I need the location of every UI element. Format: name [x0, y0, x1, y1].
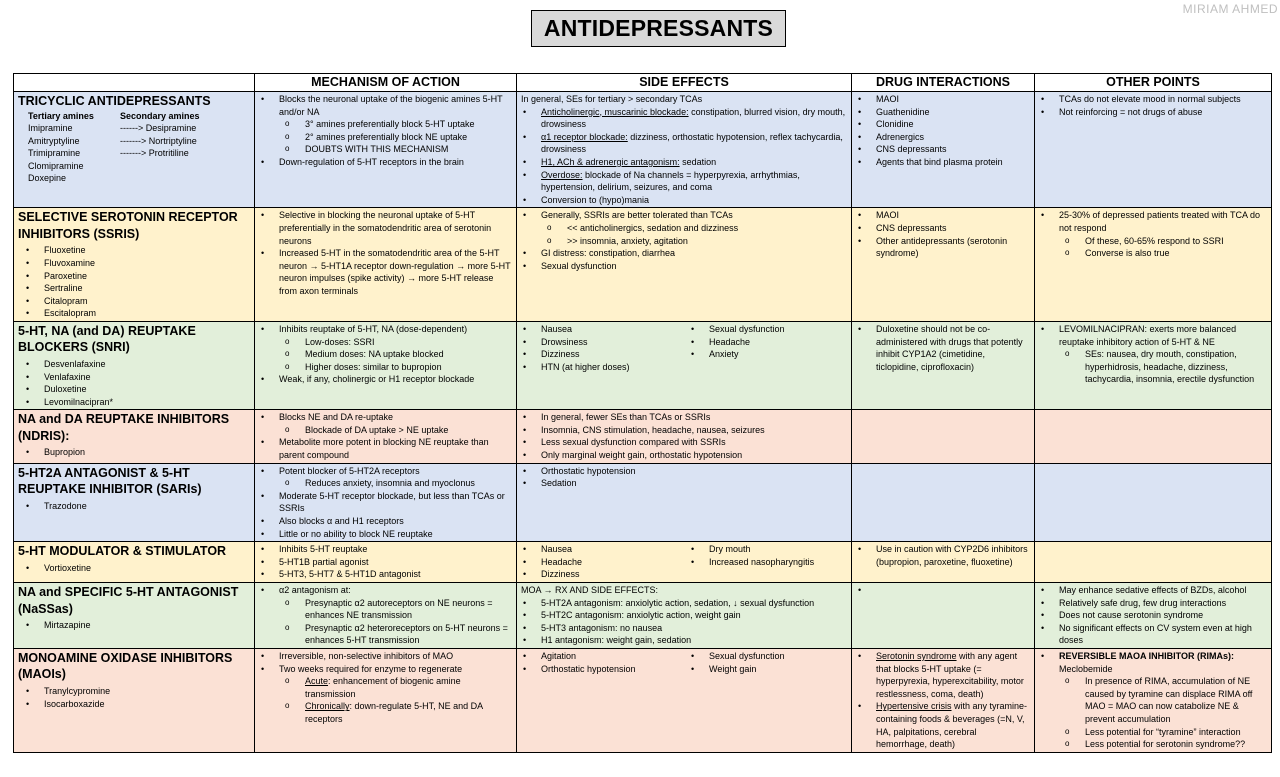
- drug-item: • Paroxetine: [44, 270, 250, 283]
- se-point: • Sexual dysfunction: [709, 650, 847, 663]
- se-point: • Conversion to (hypo)mania: [541, 194, 847, 207]
- moa-subpoint: o Acute: enhancement of biogenic amine transmission: [305, 675, 512, 700]
- class-name: 5-HT2A ANTAGONIST & 5-HT REUPTAKE INHIBITOR (SARIs): [18, 465, 202, 497]
- ssri-other-cell: [1035, 208, 1272, 322]
- moa-point: • α2 antagonism at: o Presynaptic α2 autoreceptors on NE neurons = enhances NE transmission o Presynaptic α2 heteroreceptors on 5-HT neurons = enhances 5-HT transmission: [279, 584, 512, 647]
- moa-point: • Inhibits reuptake of 5-HT, NA (dose-dependent) o Low-doses: SSRI o Medium doses: NA uptake blocked o Higher doses: similar to bupropion: [279, 323, 512, 373]
- se-point: • Nausea: [541, 543, 689, 556]
- moa-point: • Inhibits 5-HT reuptake: [279, 543, 512, 556]
- snri-class-cell: [14, 321, 255, 409]
- moa-point: • Increased 5-HT in the somatodendritic area of the 5-HT neuron → 5-HT1A receptor down-regulation → more 5-HT neuron impulses (spike activity) → more 5-HT release from axon terminals: [279, 247, 512, 297]
- page-title: ANTIDEPRESSANTS: [531, 10, 786, 47]
- other-point: • Not reinforcing = not drugs of abuse: [1059, 106, 1267, 119]
- interaction-item: • Adrenergics: [876, 131, 1030, 144]
- header-other: OTHER POINTS: [1035, 74, 1272, 92]
- tertiary-drug: Doxepine: [28, 173, 67, 184]
- se-intro: MOA → RX AND SIDE EFFECTS:: [521, 585, 659, 595]
- moa-subpoint: o Chronically: down-regulate 5-HT, NE and DA receptors: [305, 700, 512, 725]
- moa-point: • Also blocks α and H1 receptors: [279, 515, 512, 528]
- other-point: • LEVOMILNACIPRAN: exerts more balanced reuptake inhibitory action of 5-HT & NE o SEs: nausea, dry mouth, constipation, hyperhidrosis, headache, dizziness, tachycardia, insomnia, erectile dysfunction: [1059, 323, 1267, 386]
- drug-item: • Levomilnacipran*: [44, 396, 250, 409]
- se-point: • Nausea: [541, 323, 689, 336]
- modulator-se-cell: [517, 542, 852, 583]
- se-point: • Overdose: blockade of Na channels = hyperpyrexia, arrhythmias, hypertension, delirium, seizures, and coma: [541, 169, 847, 194]
- header-blank: [14, 74, 255, 92]
- drug-item: • Mirtazapine: [44, 619, 250, 632]
- tertiary-drug: Trimipramine: [28, 148, 81, 159]
- row-snri: [14, 321, 1272, 409]
- nassa-other-cell: [1035, 583, 1272, 649]
- se-point: • Agitation: [541, 650, 689, 663]
- drug-item: • Vortioxetine: [44, 562, 250, 575]
- other-point: • REVERSIBLE MAOA INHIBITOR (RIMAs): Meclobemide o In presence of RIMA, accumulation of NE caused by tyramine can displace RIMA off MAO = MAO can now catabolize NE & prevent accumulation o Less potential for “tyramine” interaction o Less potential for serotonin syndrome??: [1059, 650, 1267, 751]
- moa-point: • Selective in blocking the neuronal uptake of 5-HT preferentially in the somatodendritic area of serotonin neurons: [279, 209, 512, 247]
- other-subpoint: o Less potential for serotonin syndrome??: [1085, 738, 1267, 751]
- drug-item: • Fluoxetine: [44, 244, 250, 257]
- se-point: • Weight gain: [709, 663, 847, 676]
- nassa-se-cell: [517, 583, 852, 649]
- maoi-other-cell: [1035, 648, 1272, 752]
- ssri-se-cell: [517, 208, 852, 322]
- header-interactions: DRUG INTERACTIONS: [852, 74, 1035, 92]
- se-point: • Anticholinergic, muscarinic blockade: constipation, blurred vision, dry mouth, drowsiness: [541, 106, 847, 131]
- header-mechanism: MECHANISM OF ACTION: [255, 74, 517, 92]
- moa-subpoint: o 2° amines preferentially block NE uptake: [305, 131, 512, 144]
- tertiary-heading: Tertiary amines: [28, 110, 94, 121]
- secondary-drug: -------> Nortriptyline: [120, 135, 197, 146]
- other-point: • Does not cause serotonin syndrome: [1059, 609, 1267, 622]
- modulator-other-cell: [1035, 542, 1272, 583]
- ndri-interactions-cell: [852, 410, 1035, 463]
- tertiary-drug: Clomipramine: [28, 160, 84, 171]
- nassa-class-cell: [14, 583, 255, 649]
- moa-subpoint: o DOUBTS WITH THIS MECHANISM: [305, 143, 512, 156]
- tca-se-cell: [517, 92, 852, 208]
- interaction-item: • CNS depressants: [876, 222, 1030, 235]
- other-subpoint: o SEs: nausea, dry mouth, constipation, hyperhidrosis, headache, dizziness, tachycardia, insomnia, erectile dysfunction: [1085, 348, 1267, 386]
- other-point: • No significant effects on CV system even at high doses: [1059, 622, 1267, 647]
- moa-subpoint: o Low-doses: SSRI: [305, 336, 512, 349]
- maoi-moa-cell: [255, 648, 517, 752]
- drug-item: • Escitalopram: [44, 307, 250, 320]
- se-intro: In general, SEs for tertiary > secondary TCAs: [521, 94, 703, 104]
- nassa-moa-cell: [255, 583, 517, 649]
- se-point: • Anxiety: [709, 348, 847, 361]
- modulator-moa-cell: [255, 542, 517, 583]
- se-point: • In general, fewer SEs than TCAs or SSRIs: [541, 411, 847, 424]
- interaction-item: • Hypertensive crisis with any tyramine-containing foods & beverages (=N, V, HA, palpitations, cerebral hemorrhage, death): [876, 700, 1030, 750]
- moa-subpoint: o Higher doses: similar to bupropion: [305, 361, 512, 374]
- se-point: • Only marginal weight gain, orthostatic hypotension: [541, 449, 847, 462]
- se-point: • Generally, SSRIs are better tolerated than TCAs o << anticholinergics, sedation and dizziness o >> insomnia, anxiety, agitation: [541, 209, 847, 247]
- interaction-item: • Agents that bind plasma protein: [876, 156, 1030, 169]
- se-point: • Increased nasopharyngitis: [709, 556, 847, 569]
- ssri-interactions-cell: [852, 208, 1035, 322]
- moa-point: • Potent blocker of 5-HT2A receptors o Reduces anxiety, insomnia and myoclonus: [279, 465, 512, 490]
- maoi-se-cell: [517, 648, 852, 752]
- modulator-interactions-cell: [852, 542, 1035, 583]
- interaction-item: • CNS depressants: [876, 143, 1030, 156]
- sari-moa-cell: [255, 463, 517, 542]
- drug-item: • Citalopram: [44, 295, 250, 308]
- header-side-effects: SIDE EFFECTS: [517, 74, 852, 92]
- ndri-class-cell: [14, 410, 255, 463]
- se-point: • Sexual dysfunction: [709, 323, 847, 336]
- class-name: NA and DA REUPTAKE INHIBITORS (NDRIS):: [18, 412, 230, 443]
- moa-point: • Blocks NE and DA re-uptake o Blockade of DA uptake > NE uptake: [279, 411, 512, 436]
- sari-class-cell: [14, 463, 255, 542]
- se-point: • Dizziness: [541, 348, 689, 361]
- drug-item: • Desvenlafaxine: [44, 358, 250, 371]
- ssri-class-cell: [14, 208, 255, 322]
- se-point: • Less sexual dysfunction compared with SSRIs: [541, 436, 847, 449]
- se-point: • GI distress: constipation, diarrhea: [541, 247, 847, 260]
- secondary-drug: [120, 172, 250, 185]
- other-subpoint: o Of these, 60-65% respond to SSRI: [1085, 235, 1267, 248]
- ndri-other-cell: [1035, 410, 1272, 463]
- moa-point: • Down-regulation of 5-HT receptors in the brain: [279, 156, 512, 169]
- nassa-interactions-cell: [852, 583, 1035, 649]
- header-row: [14, 74, 1272, 92]
- tertiary-drug: Imipramine: [28, 123, 73, 134]
- moa-point: • Weak, if any, cholinergic or H1 receptor blockade: [279, 373, 512, 386]
- tca-moa-cell: [255, 92, 517, 208]
- moa-point: • Moderate 5-HT receptor blockade, but less than TCAs or SSRIs: [279, 490, 512, 515]
- ssri-moa-cell: [255, 208, 517, 322]
- se-point: • Orthostatic hypotension: [541, 465, 847, 478]
- other-point: • TCAs do not elevate mood in normal subjects: [1059, 93, 1267, 106]
- drug-item: • Sertraline: [44, 282, 250, 295]
- se-point: • Orthostatic hypotension: [541, 663, 689, 676]
- moa-subpoint: o Presynaptic α2 autoreceptors on NE neurons = enhances NE transmission: [305, 597, 512, 622]
- se-point: • Headache: [541, 556, 689, 569]
- se-point: • HTN (at higher doses): [541, 361, 689, 374]
- row-tca: [14, 92, 1272, 208]
- row-maoi: [14, 648, 1272, 752]
- row-nassa: [14, 583, 1272, 649]
- snri-other-cell: [1035, 321, 1272, 409]
- se-subpoint: o >> insomnia, anxiety, agitation: [567, 235, 847, 248]
- secondary-heading: Secondary amines: [120, 110, 200, 121]
- interaction-item: • Guathenidine: [876, 106, 1030, 119]
- row-ssri: [14, 208, 1272, 322]
- other-subpoint: o In presence of RIMA, accumulation of NE caused by tyramine can displace RIMA off MAO = MAO can now catabolize NE & prevent accumulation: [1085, 675, 1267, 725]
- se-point: • Drowsiness: [541, 336, 689, 349]
- row-sari: [14, 463, 1272, 542]
- se-point: • Dizziness: [541, 568, 689, 581]
- snri-se-cell: [517, 321, 852, 409]
- se-point: • Sedation: [541, 477, 847, 490]
- drug-item: • Bupropion: [44, 446, 250, 459]
- drug-item: • Fluvoxamine: [44, 257, 250, 270]
- moa-point: • Blocks the neuronal uptake of the biogenic amines 5-HT and/or NA o 3° amines preferentially block 5-HT uptake o 2° amines preferentially block NE uptake o DOUBTS WITH THIS MECHANISM: [279, 93, 512, 156]
- interaction-item: • Use in caution with CYP2D6 inhibitors (bupropion, paroxetine, fluoxetine): [876, 543, 1030, 568]
- moa-point: • Little or no ability to block NE reuptake: [279, 528, 512, 541]
- other-subpoint: o Less potential for “tyramine” interaction: [1085, 726, 1267, 739]
- interaction-item: • MAOI: [876, 209, 1030, 222]
- ndri-moa-cell: [255, 410, 517, 463]
- author-credit: MIRIAM AHMED: [1182, 2, 1278, 16]
- snri-moa-cell: [255, 321, 517, 409]
- drug-item: • Tranylcypromine: [44, 685, 250, 698]
- se-point: • Insomnia, CNS stimulation, headache, nausea, seizures: [541, 424, 847, 437]
- tca-drug-grid: [18, 110, 250, 186]
- class-name: 5-HT, NA (and DA) REUPTAKE BLOCKERS (SNRI): [18, 323, 196, 355]
- sari-interactions-cell: [852, 463, 1035, 542]
- secondary-drug: [120, 160, 250, 173]
- other-point: • 25-30% of depressed patients treated with TCA do not respond o Of these, 60-65% respond to SSRI o Converse is also true: [1059, 209, 1267, 259]
- se-point: • 5-HT3 antagonism: no nausea: [541, 622, 847, 635]
- se-point: • H1, ACh & adrenergic antagonism: sedation: [541, 156, 847, 169]
- moa-point: • Two weeks required for enzyme to regenerate o Acute: enhancement of biogenic amine transmission o Chronically: down-regulate 5-HT, NE and DA receptors: [279, 663, 512, 726]
- secondary-drug: ------> Desipramine: [120, 123, 197, 134]
- interaction-item: • Other antidepressants (serotonin syndrome): [876, 235, 1030, 260]
- secondary-drug: -------> Protritiline: [120, 148, 189, 159]
- moa-subpoint: o Blockade of DA uptake > NE uptake: [305, 424, 512, 437]
- sari-se-cell: [517, 463, 852, 542]
- row-modulator: [14, 542, 1272, 583]
- drug-item: • Venlafaxine: [44, 371, 250, 384]
- ndri-se-cell: [517, 410, 852, 463]
- se-point: • H1 antagonism: weight gain, sedation: [541, 634, 847, 647]
- sari-other-cell: [1035, 463, 1272, 542]
- interaction-item: • MAOI: [876, 93, 1030, 106]
- moa-subpoint: o Medium doses: NA uptake blocked: [305, 348, 512, 361]
- moa-point: • Metabolite more potent in blocking NE reuptake than parent compound: [279, 436, 512, 461]
- antidepressants-table: [13, 73, 1272, 753]
- row-ndri: [14, 410, 1272, 463]
- moa-subpoint: o Reduces anxiety, insomnia and myoclonus: [305, 477, 512, 490]
- se-point: • 5-HT2C antagonism: anxiolytic action, weight gain: [541, 609, 847, 622]
- tca-interactions-cell: [852, 92, 1035, 208]
- moa-subpoint: o Presynaptic α2 heteroreceptors on 5-HT neurons = enhances 5-HT transmission: [305, 622, 512, 647]
- class-name: TRICYCLIC ANTIDEPRESSANTS: [18, 94, 211, 108]
- drug-item: • Duloxetine: [44, 383, 250, 396]
- interaction-item: • Clonidine: [876, 118, 1030, 131]
- class-name: SELECTIVE SEROTONIN RECEPTOR INHIBITORS (SSRIS): [18, 210, 238, 241]
- maoi-class-cell: [14, 648, 255, 752]
- other-point: • Relatively safe drug, few drug interactions: [1059, 597, 1267, 610]
- interaction-item: • Serotonin syndrome with any agent that blocks 5-HT uptake (= hyperpyrexia, hyperexcitability, motor restlessness, coma, death): [876, 650, 1030, 700]
- moa-point: • 5-HT3, 5-HT7 & 5-HT1D antagonist: [279, 568, 512, 581]
- other-point: • May enhance sedative effects of BZDs, alcohol: [1059, 584, 1267, 597]
- drug-item: • Trazodone: [44, 500, 250, 513]
- moa-subpoint: o 3° amines preferentially block 5-HT uptake: [305, 118, 512, 131]
- se-subpoint: o << anticholinergics, sedation and dizziness: [567, 222, 847, 235]
- interaction-item: • Duloxetine should not be co-administered with drugs that potently inhibit CYP1A2 (cimetidine, ticlopidine, ciprofloxacin): [876, 323, 1030, 373]
- other-subpoint: o Converse is also true: [1085, 247, 1267, 260]
- class-name: MONOAMINE OXIDASE INHIBITORS (MAOIs): [18, 650, 233, 682]
- se-point: • Dry mouth: [709, 543, 847, 556]
- class-name: NA and SPECIFIC 5-HT ANTAGONIST (NaSSas): [18, 585, 239, 616]
- moa-point: • 5-HT1B partial agonist: [279, 556, 512, 569]
- moa-point: • Irreversible, non-selective inhibitors of MAO: [279, 650, 512, 663]
- tertiary-drug: Amitryptyline: [28, 135, 80, 146]
- class-name: 5-HT MODULATOR & STIMULATOR: [18, 544, 227, 559]
- se-point: • Sexual dysfunction: [541, 260, 847, 273]
- drug-item: • Isocarboxazide: [44, 698, 250, 711]
- se-point: • 5-HT2A antagonism: anxiolytic action, sedation, ↓ sexual dysfunction: [541, 597, 847, 610]
- modulator-class-cell: [14, 542, 255, 583]
- snri-interactions-cell: [852, 321, 1035, 409]
- tca-other-cell: [1035, 92, 1272, 208]
- se-point: • Headache: [709, 336, 847, 349]
- se-point: • α1 receptor blockade: dizziness, orthostatic hypotension, reflex tachycardia, drowsiness: [541, 131, 847, 156]
- maoi-interactions-cell: [852, 648, 1035, 752]
- tca-class-cell: [14, 92, 255, 208]
